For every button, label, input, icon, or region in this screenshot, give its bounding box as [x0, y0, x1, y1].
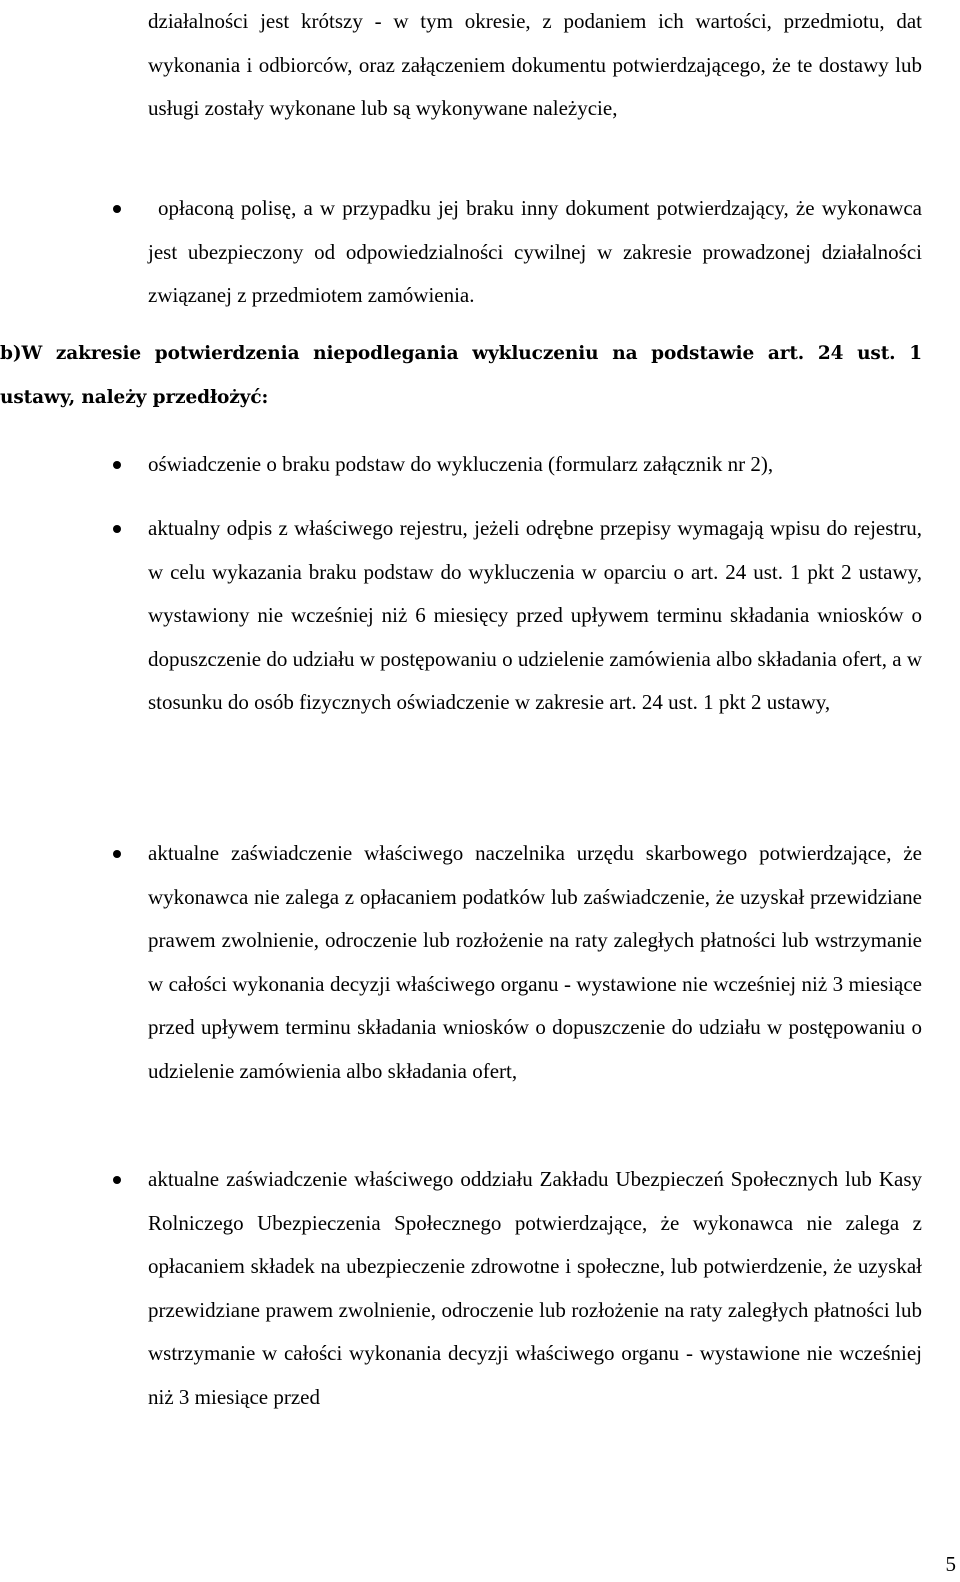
bullet-dot-icon	[113, 1176, 121, 1184]
bullet-insurance-policy: opłaconą polisę, a w przypadku jej braku inny dokument potwierdzający, że wykonawca jest ubezpieczony od odpowiedzialności cywilnej w zakresie prowadzonej działalności związanej z przedmiotem zamówienia.	[148, 196, 922, 308]
bullet-dot-icon	[113, 461, 121, 469]
bullet-dot-icon	[113, 850, 121, 858]
bullet-declaration: oświadczenie o braku podstaw do wykluczenia (formularz załącznik nr 2),	[148, 452, 774, 476]
bullet-dot-icon	[113, 525, 121, 533]
section-heading-b: b)W zakresie potwierdzenia niepodlegania wykluczeniu na podstawie art. 24 ust. 1 ustawy, należy przedłożyć:	[0, 343, 922, 408]
bullet-tax-certificate: aktualne zaświadczenie właściwego naczelnika urzędu skarbowego potwierdzające, że wykonawca nie zalega z opłacaniem podatków lub zaświadczenie, że uzyskał przewidziane prawem zwolnienie, odroczenie lub rozłożenie na raty zaległych płatności lub wstrzymanie w całości wykonania decyzji właściwego organu - wystawione nie wcześniej niż 3 miesiące przed upływem terminu składania wniosków o dopuszczenie do udziału w postępowaniu o udzielenie zamówienia albo składania ofert,	[148, 841, 922, 1083]
continuation-paragraph: działalności jest krótszy - w tym okresie, z podaniem ich wartości, przedmiotu, dat wykonania i odbiorców, oraz załączeniem dokumentu potwierdzającego, że te dostawy lub usługi zostały wykonane lub są wykonywane należycie,	[148, 9, 922, 121]
bullet-register-extract: aktualny odpis z właściwego rejestru, jeżeli odrębne przepisy wymagają wpisu do rejestru, w celu wykazania braku podstaw do wykluczenia w oparciu o art. 24 ust. 1 pkt 2 ustawy, wystawiony nie wcześniej niż 6 miesięcy przed upływem terminu składania wniosków o dopuszczenie do udziału w postępowaniu o udzielenie zamówienia albo składania ofert, a w stosunku do osób fizycznych oświadczenie w zakresie art. 24 ust. 1 pkt 2 ustawy,	[148, 516, 922, 715]
page-number: 5	[945, 1552, 956, 1576]
bullet-dot-icon	[113, 205, 121, 213]
bullet-zus-certificate: aktualne zaświadczenie właściwego oddziału Zakładu Ubezpieczeń Społecznych lub Kasy Rolniczego Ubezpieczenia Społecznego potwierdzające, że wykonawca nie zalega z opłacaniem składek na ubezpieczenie zdrowotne i społeczne, lub potwierdzenie, że uzyskał przewidziane prawem zwolnienie, odroczenie lub rozłożenie na raty zaległych płatności lub wstrzymanie w całości wykonania decyzji właściwego organu - wystawione nie wcześniej niż 3 miesiące przed	[148, 1167, 922, 1409]
